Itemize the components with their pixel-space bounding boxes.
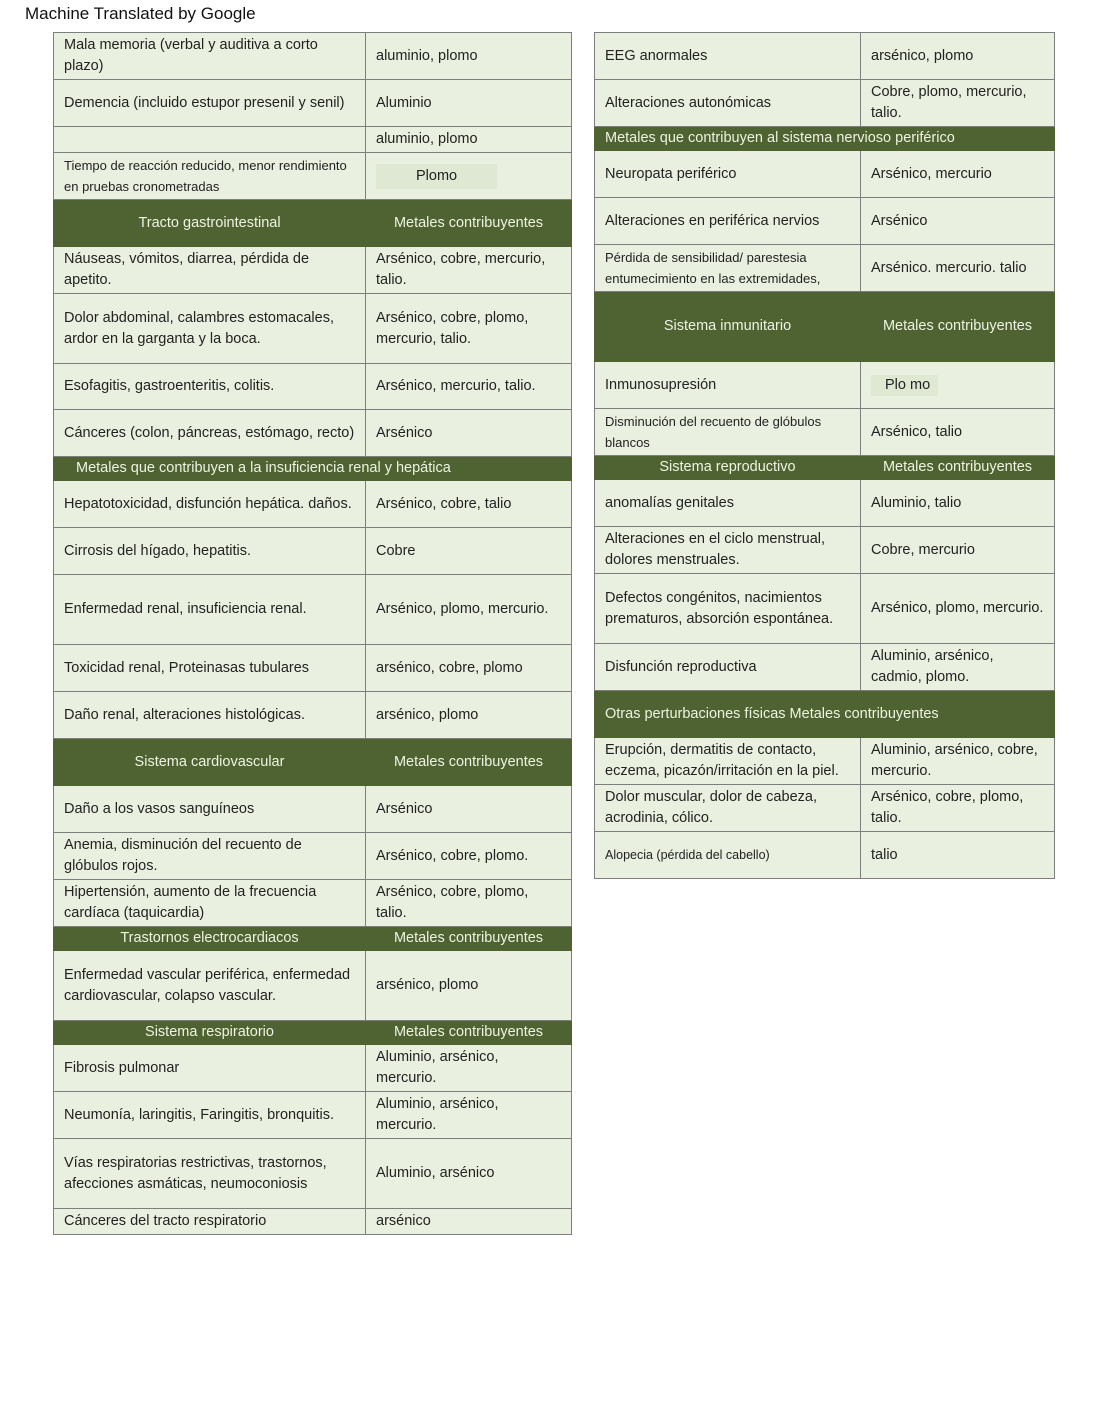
table-row bbox=[54, 481, 572, 528]
metals-cell: Arsénico bbox=[366, 410, 572, 457]
section-title: Metales que contribuyen a la insuficiencia renal y hepática bbox=[54, 457, 572, 481]
metals-cell: Cobre, plomo, mercurio, talio. bbox=[861, 80, 1055, 127]
symptom-cell: Cirrosis del hígado, hepatitis. bbox=[54, 528, 366, 575]
metals-cell: Arsénico. mercurio. talio bbox=[861, 245, 1055, 292]
symptom-cell: Neuropata periférico bbox=[595, 151, 861, 198]
section-metals-header: Metales contribuyentes bbox=[366, 1021, 572, 1045]
symptom-cell bbox=[54, 127, 366, 153]
table-row bbox=[54, 33, 572, 80]
symptom-cell: Cánceres (colon, páncreas, estómago, recto) bbox=[54, 410, 366, 457]
metals-cell bbox=[861, 362, 1055, 409]
table-row bbox=[54, 294, 572, 364]
section-header-row bbox=[54, 739, 572, 786]
section-header-row bbox=[595, 691, 1055, 738]
symptom-cell: Alteraciones en el ciclo menstrual, dolores menstruales. bbox=[595, 527, 861, 574]
machine-translated-header: Machine Translated by Google bbox=[25, 4, 256, 23]
metals-cell: arsénico, plomo bbox=[366, 951, 572, 1021]
metals-cell: Arsénico bbox=[861, 198, 1055, 245]
metals-cell: Aluminio, arsénico, mercurio. bbox=[366, 1045, 572, 1092]
symptom-cell: Náuseas, vómitos, diarrea, pérdida de apetito. bbox=[54, 247, 366, 294]
symptom-cell: Disfunción reproductiva bbox=[595, 644, 861, 691]
metals-cell: Arsénico, cobre, talio bbox=[366, 481, 572, 528]
table-row bbox=[595, 480, 1055, 527]
metals-cell: Cobre bbox=[366, 528, 572, 575]
symptom-cell: Daño renal, alteraciones histológicas. bbox=[54, 692, 366, 739]
metals-cell: Arsénico bbox=[366, 786, 572, 833]
symptom-cell: Hipertensión, aumento de la frecuencia cardíaca (taquicardia) bbox=[54, 880, 366, 927]
table-row bbox=[54, 1045, 572, 1092]
metals-cell bbox=[366, 153, 572, 200]
metals-cell: Aluminio bbox=[366, 80, 572, 127]
metals-cell: arsénico, plomo bbox=[366, 692, 572, 739]
table-row bbox=[595, 198, 1055, 245]
symptom-cell: Esofagitis, gastroenteritis, colitis. bbox=[54, 364, 366, 410]
table-row bbox=[595, 151, 1055, 198]
metals-cell: Arsénico, mercurio bbox=[861, 151, 1055, 198]
metals-cell: Aluminio, arsénico, cobre, mercurio. bbox=[861, 738, 1055, 785]
table-row bbox=[595, 409, 1055, 456]
table-row bbox=[54, 786, 572, 833]
table-row bbox=[54, 1209, 572, 1235]
table-row bbox=[54, 364, 572, 410]
symptom-cell: Pérdida de sensibilidad/ parestesia entumecimiento en las extremidades, bbox=[595, 245, 861, 292]
metals-cell: Aluminio, arsénico, cadmio, plomo. bbox=[861, 644, 1055, 691]
symptom-cell: anomalías genitales bbox=[595, 480, 861, 527]
table-row bbox=[595, 80, 1055, 127]
section-header-row bbox=[54, 1021, 572, 1045]
symptom-cell: Tiempo de reacción reducido, menor rendimiento en pruebas cronometradas bbox=[54, 153, 366, 200]
table-row bbox=[54, 880, 572, 927]
metals-cell: Arsénico, cobre, mercurio, talio. bbox=[366, 247, 572, 294]
section-header-row bbox=[595, 292, 1055, 362]
symptom-cell: Enfermedad vascular periférica, enfermedad cardiovascular, colapso vascular. bbox=[54, 951, 366, 1021]
symptom-cell: Demencia (incluido estupor presenil y senil) bbox=[54, 80, 366, 127]
section-title: Trastornos electrocardiacos bbox=[54, 927, 366, 951]
left-symptom-table bbox=[53, 32, 572, 1235]
symptom-cell: Vías respiratorias restrictivas, trastornos, afecciones asmáticas, neumoconiosis bbox=[54, 1139, 366, 1209]
symptom-cell: Cánceres del tracto respiratorio bbox=[54, 1209, 366, 1235]
symptom-cell: Inmunosupresión bbox=[595, 362, 861, 409]
symptom-cell: Mala memoria (verbal y auditiva a corto plazo) bbox=[54, 33, 366, 80]
section-title: Sistema reproductivo bbox=[595, 456, 861, 480]
section-metals-header: Metales contribuyentes bbox=[861, 456, 1055, 480]
symptom-cell: Alteraciones en periférica nervios bbox=[595, 198, 861, 245]
metals-cell: Arsénico, cobre, plomo, mercurio, talio. bbox=[366, 294, 572, 364]
table-row bbox=[54, 1092, 572, 1139]
metals-cell: Arsénico, cobre, plomo. bbox=[366, 833, 572, 880]
table-row bbox=[54, 645, 572, 692]
symptom-cell: Fibrosis pulmonar bbox=[54, 1045, 366, 1092]
section-title: Tracto gastrointestinal bbox=[54, 200, 366, 247]
section-header-row bbox=[54, 200, 572, 247]
table-row bbox=[54, 951, 572, 1021]
metals-cell: Arsénico, cobre, plomo, talio. bbox=[366, 880, 572, 927]
table-row bbox=[595, 832, 1055, 879]
symptom-cell: Dolor muscular, dolor de cabeza, acrodinia, cólico. bbox=[595, 785, 861, 832]
symptom-cell: Toxicidad renal, Proteinasas tubulares bbox=[54, 645, 366, 692]
metals-cell: Arsénico, mercurio, talio. bbox=[366, 364, 572, 410]
metals-cell: Aluminio, arsénico bbox=[366, 1139, 572, 1209]
section-title: Sistema respiratorio bbox=[54, 1021, 366, 1045]
metals-highlight: Plo mo bbox=[871, 375, 938, 396]
table-row bbox=[54, 80, 572, 127]
symptom-cell: Disminución del recuento de glóbulos blancos bbox=[595, 409, 861, 456]
table-row bbox=[595, 245, 1055, 292]
table-row bbox=[54, 575, 572, 645]
section-metals-header: Metales contribuyentes bbox=[861, 292, 1055, 362]
metals-cell: Arsénico, cobre, plomo, talio. bbox=[861, 785, 1055, 832]
table-row bbox=[54, 247, 572, 294]
section-metals-header: Metales contribuyentes bbox=[366, 927, 572, 951]
section-header-row bbox=[595, 456, 1055, 480]
metals-highlight: Plomo bbox=[376, 164, 497, 189]
metals-cell: arsénico, plomo bbox=[861, 33, 1055, 80]
table-row bbox=[595, 574, 1055, 644]
table-row bbox=[595, 527, 1055, 574]
section-header-row bbox=[595, 127, 1055, 151]
metals-cell: Arsénico, talio bbox=[861, 409, 1055, 456]
table-row bbox=[595, 644, 1055, 691]
section-header-row bbox=[54, 927, 572, 951]
symptom-cell: Dolor abdominal, calambres estomacales, ardor en la garganta y la boca. bbox=[54, 294, 366, 364]
symptom-cell: EEG anormales bbox=[595, 33, 861, 80]
metals-cell: Arsénico, plomo, mercurio. bbox=[366, 575, 572, 645]
symptom-cell: Defectos congénitos, nacimientos prematuros, absorción espontánea. bbox=[595, 574, 861, 644]
metals-cell: Aluminio, talio bbox=[861, 480, 1055, 527]
metals-cell: aluminio, plomo bbox=[366, 127, 572, 153]
metals-cell: aluminio, plomo bbox=[366, 33, 572, 80]
table-row bbox=[595, 33, 1055, 80]
section-title: Metales que contribuyen al sistema nervioso periférico bbox=[595, 127, 1055, 151]
table-row bbox=[54, 127, 572, 153]
metals-cell: arsénico bbox=[366, 1209, 572, 1235]
symptom-cell: Hepatotoxicidad, disfunción hepática. daños. bbox=[54, 481, 366, 528]
table-row bbox=[54, 1139, 572, 1209]
symptom-cell: Enfermedad renal, insuficiencia renal. bbox=[54, 575, 366, 645]
section-title: Sistema inmunitario bbox=[595, 292, 861, 362]
metals-cell: Cobre, mercurio bbox=[861, 527, 1055, 574]
section-metals-header: Metales contribuyentes bbox=[366, 200, 572, 247]
section-title: Otras perturbaciones físicas Metales contribuyentes bbox=[595, 691, 1055, 738]
table-row bbox=[595, 362, 1055, 409]
symptom-cell: Alteraciones autonómicas bbox=[595, 80, 861, 127]
table-row bbox=[54, 410, 572, 457]
table-row bbox=[595, 785, 1055, 832]
table-row bbox=[54, 153, 572, 200]
symptom-cell: Anemia, disminución del recuento de glóbulos rojos. bbox=[54, 833, 366, 880]
symptom-cell: Erupción, dermatitis de contacto, eczema, picazón/irritación en la piel. bbox=[595, 738, 861, 785]
metals-cell: Arsénico, plomo, mercurio. bbox=[861, 574, 1055, 644]
section-title: Sistema cardiovascular bbox=[54, 739, 366, 786]
right-symptom-table bbox=[594, 32, 1055, 879]
symptom-cell: Neumonía, laringitis, Faringitis, bronquitis. bbox=[54, 1092, 366, 1139]
table-row bbox=[54, 528, 572, 575]
symptom-cell: Alopecia (pérdida del cabello) bbox=[595, 832, 861, 879]
table-row bbox=[54, 833, 572, 880]
table-row bbox=[595, 738, 1055, 785]
metals-cell: Aluminio, arsénico, mercurio. bbox=[366, 1092, 572, 1139]
metals-cell: talio bbox=[861, 832, 1055, 879]
section-header-row bbox=[54, 457, 572, 481]
table-row bbox=[54, 692, 572, 739]
symptom-cell: Daño a los vasos sanguíneos bbox=[54, 786, 366, 833]
metals-cell: arsénico, cobre, plomo bbox=[366, 645, 572, 692]
section-metals-header: Metales contribuyentes bbox=[366, 739, 572, 786]
